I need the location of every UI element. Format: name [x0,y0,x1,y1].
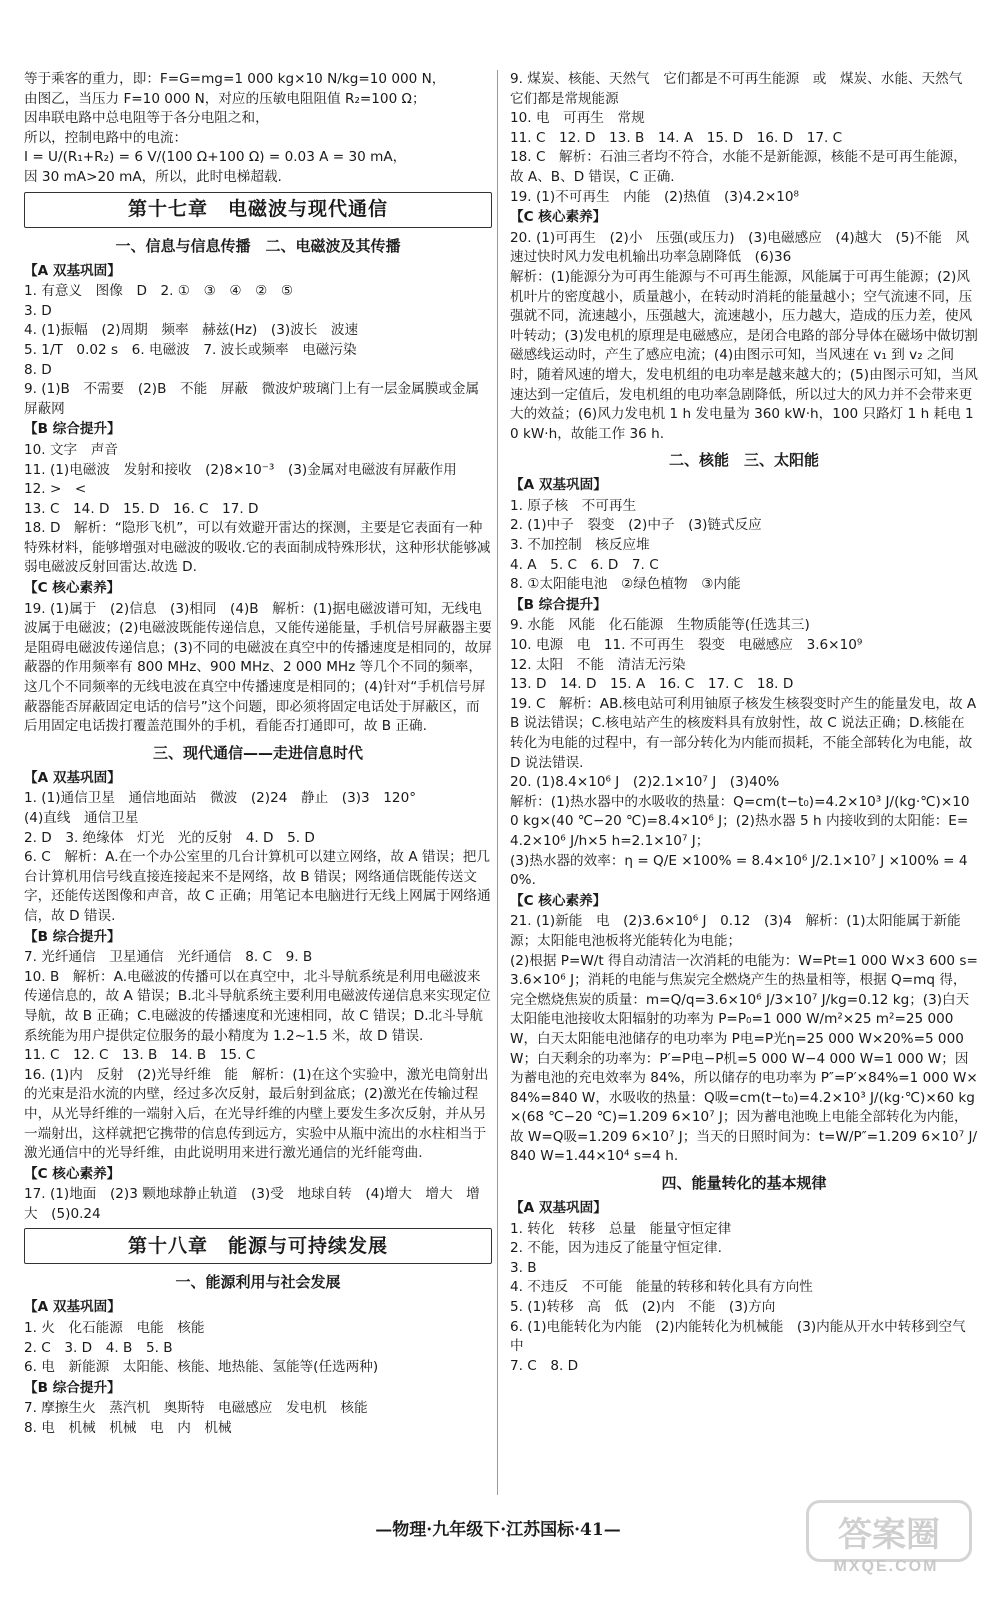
answer-line: 7. 摩擦生火 蒸汽机 奥斯特 电磁感应 发电机 核能 [24,1400,368,1417]
answer-line: 18. D 解析：“隐形飞机”，可以有效避开雷达的探测，主要是它表面有一种特殊材料，能够增强对电磁波的吸收.它的表面制成特殊形状，这种形状能够减弱电磁波反射回雷达.故选 D. [24,520,491,576]
answer-line: (4)直线 通信卫星 [24,810,139,826]
answer-line: 11. (1)电磁波 发射和接收 (2)8×10⁻³ (3)金属对电磁波有屏蔽作用 [24,461,457,478]
section-title: 一、信息与信息传播 二、电磁波及其传播 [115,236,401,255]
answer-line: 19. (1)属于 (2)信息 (3)相同 (4)B 解析：(1)据电磁波谱可知，无线电波属于电磁波；(2)电磁波既能传递信息，又能传递能量，手机信号屏蔽器主要是阻碍电磁波传递信息；(3)不同的电磁波在真空中的传播速度是相同的，故屏蔽器的作用频率有 800 MHz、900 MHz、2 000 MHz 等几个不同的频率，这几个不同频率的无线电波在真空中传播速度是相同的；(4)针对“手机信号屏蔽器能否屏蔽固定电话的信号”这个问题，即必须将固定电话处于屏蔽区，而后用固定电话拨打覆盖范围外的手机，看能否打通即可，故 B 正确. [24,600,492,735]
level-tag: 【B 综合提升】 [24,421,121,438]
answer-line: 19. (1)不可再生 内能 (2)热值 (3)4.2×10⁸ [510,188,799,205]
level-tag: 【A 双基巩固】 [24,262,121,279]
answer-line: 3. 不加控制 核反应堆 [510,537,650,554]
watermark-url: MXQE.COM [833,1558,939,1575]
chapter-title-text: 第十七章 电磁波与现代通信 [127,197,388,220]
answer-line: 5. 1/T 0.02 s 6. 电磁波 7. 波长或频率 电磁污染 [24,341,357,358]
answer-line: 4. 不违反 不可能 能量的转移和转化具有方向性 [510,1279,813,1296]
answer-line: 10. 电源 电 11. 不可再生 裂变 电磁感应 3.6×10⁹ [510,637,863,654]
answer-line: 10. 文字 声音 [24,441,118,458]
answer-line: 8. D [24,361,52,378]
answer-line: 13. C 14. D 15. D 16. C 17. D [24,500,259,517]
answer-line: 7. 光纤通信 卫星通信 光纤通信 8. C 9. B [24,949,313,966]
answer-line: 19. C 解析：AB.核电站可利用铀原子核发生核裂变时产生的能量发电，故 AB 说法错误；C.核电站产生的核废料具有放射性，故 C 说法正确；D.核能在转化为电能的过程中，有一部分转化为内能而损耗，不能全部转化为电能，故 D 说法错误. [510,695,977,771]
answer-line: 4. A 5. C 6. D 7. C [510,556,659,573]
answer-line: 13. D 14. D 15. A 16. C 17. C 18. D [510,676,794,693]
level-tag: 【A 双基巩固】 [24,769,121,786]
level-tag: 【A 双基巩固】 [24,1299,121,1316]
answer-line: (2)根据 P=W/t 得自动清洁一次消耗的电能为：W=Pt=1 000 W×3 600 s=3.6×10⁶ J；消耗的电能与焦炭完全燃烧产生的热量相等，根据 Q=mq 得，完全燃烧焦炭的质量：m=Q/q=3.6×10⁶ J/3×10⁷ J/kg=0.12 kg；(3)白天太阳能电池接收太阳辐射的功率为 P=P₀=1 000 W/m²×25 m²=25 000 W，白天太阳能电池储存的电功率为 P电=P光η=25 000 W×20%=5 000 W；白天剩余的功率为：P′=P电−P机=5 000 W−4 000 W=1 000 W；因为蓄电池的充电效率为 84%，所以储存的电功率为 P″=P′×84%=1 000 W×84%=840 W，水吸收的热量：Q吸=cm(t−t₀)=4.2×10³ J/(kg·℃)×60 kg×(68 ℃−20 ℃)=1.209 6×10⁷ J；因为蓄电池晚上电能全部转化为内能，故 W=Q吸=1.209 6×10⁷ J；当天的日照时间为：t=W/P″=1.209 6×10⁷ J/840 W=1.44×10⁴ s=4 h. [510,952,978,1165]
level-tag: 【B 综合提升】 [510,596,607,613]
chapter-title-text: 第十八章 能源与可持续发展 [127,1234,388,1257]
level-tag: 【A 双基巩固】 [510,1200,607,1217]
answer-line: 8. ①太阳能电池 ②绿色植物 ③内能 [510,576,741,593]
section-title: 三、现代通信——走进信息时代 [152,743,363,762]
answer-line: I = U/(R₁+R₂) = 6 V/(100 Ω+100 Ω) = 0.03 A = 30 mA， [24,149,407,166]
answer-line: 20. (1)可再生 (2)小 压强(或压力) (3)电磁感应 (4)越大 (5)不能 风速过快时风力发电机输出功率急剧降低 (6)36 [510,229,970,266]
answer-line: 3. D [24,302,52,319]
chapter-title [24,192,492,228]
answer-line: 12. > < [24,481,87,498]
answer-line: 20. (1)8.4×10⁶ J (2)2.1×10⁷ J (3)40% [510,774,780,791]
answer-line: 7. C 8. D [510,1357,579,1374]
answer-line: 6. 电 新能源 太阳能、核能、地热能、氢能等(任选两种) [24,1359,379,1376]
answer-line: 11. C 12. D 13. B 14. A 15. D 16. D 17. C [510,129,843,146]
answer-line: 2. (1)中子 裂变 (2)中子 (3)链式反应 [510,517,762,534]
answer-line: 5. (1)转移 高 低 (2)内 不能 (3)方向 [510,1299,776,1316]
answer-line: (3)热水器的效率：η = Q/E ×100% = 8.4×10⁶ J/2.1×10⁷ J ×100% = 40%. [510,852,968,889]
answer-line: 1. (1)通信卫星 通信地面站 微波 (2)24 静止 (3)3 120° [24,790,417,807]
answer-line: 2. D 3. 绝缘体 灯光 光的反射 4. D 5. D [24,829,315,846]
answer-line: 因 30 mA>20 mA，所以，此时电梯超载. [24,168,282,185]
chapter-title [24,1228,492,1264]
answer-line: 1. 转化 转移 总量 能量守恒定律 [510,1220,732,1237]
watermark-logo [806,1500,976,1580]
page-footer: —物理·九年级下·江苏国标·41— [375,1520,621,1540]
answer-line: 8. 电 机械 机械 电 内 机械 [24,1420,232,1437]
answer-line: 6. C 解析：A.在一个办公室里的几台计算机可以建立网络，故 A 错误；把几台计算机用信号线直接连接起来不是网络，故 B 错误；网络通信既能传送文字，还能传送图像和声音，故 C 正确；用笔记本电脑进行无线上网属于网络通信，故 D 错误. [24,849,491,924]
answer-line: 1. 原子核 不可再生 [510,497,637,514]
answer-line: 3. B [510,1259,537,1276]
answer-line: 9. 煤炭、核能、天然气 它们都是不可再生能源 或 煤炭、水能、天然气 它们都是常规能源 [510,71,976,107]
section-title: 一、能源利用与社会发展 [175,1273,341,1292]
answer-line: 12. 太阳 不能 清洁无污染 [510,656,686,673]
left-column [24,70,492,1439]
answer-line: 17. (1)地面 (2)3 颗地球静止轨道 (3)受 地球自转 (4)增大 增大 增大 (5)0.24 [24,1186,480,1222]
section-title: 四、能量转化的基本规律 [661,1174,827,1193]
answer-line: 解析：(1)热水器中的水吸收的热量：Q=cm(t−t₀)=4.2×10³ J/(kg·℃)×100 kg×(40 ℃−20 ℃)=8.4×10⁶ J；(2)热水器 5 h 内接收到的太阳能：E=4.2×10⁶ J/h×5 h=2.1×10⁷ J； [510,793,970,849]
answer-line: 9. (1)B 不需要 (2)B 不能 屏蔽 微波炉玻璃门上有一层金属膜或金属屏蔽网 [24,381,480,417]
answer-line: 16. (1)内 反射 (2)光导纤维 能 解析：(1)在这个实验中，激光电筒射出的光束是沿水流的内壁，经过多次反射，最后射到盆底；(2)激光在传输过程中，从光导纤维的一端射入后，在光导纤维的内壁上要发生多次反射，并从另一端射出，这样就把它携带的信息传到远方，实验中从瓶中流出的水柱相当于激光通信中的光导纤维，由此说明用来进行激光通信的光纤能弯曲. [24,1066,489,1162]
answer-line: 10. 电 可再生 常规 [510,110,645,127]
answer-line: 1. 火 化石能源 电能 核能 [24,1320,205,1337]
level-tag: 【C 核心素养】 [510,892,607,909]
answer-line: 因串联电路中总电阻等于各分电阻之和， [24,110,269,127]
answer-line: 由图乙，当压力 F=10 000 N，对应的压敏电阻阻值 R₂=100 Ω； [24,90,426,107]
level-tag: 【B 综合提升】 [24,928,121,945]
answer-line: 1. 有意义 图像 D 2. ① ③ ④ ② ⑤ [24,283,294,300]
column-divider [497,70,498,1495]
level-tag: 【C 核心素养】 [24,580,121,597]
answer-line: 6. (1)电能转化为内能 (2)内能转化为机械能 (3)内能从开水中转移到空气中 [510,1318,966,1355]
level-tag: 【C 核心素养】 [24,1165,121,1182]
answer-line: 4. (1)振幅 (2)周期 频率 赫兹(Hz) (3)波长 波速 [24,322,359,339]
watermark-badge: 答案圈 [806,1500,972,1562]
answer-line: 等于乘客的重力，即：F=G=mg=1 000 kg×10 N/kg=10 000 N， [24,71,446,87]
level-tag: 【A 双基巩固】 [510,477,607,494]
answer-line: 所以，控制电路中的电流： [24,129,188,146]
answer-line: 21. (1)新能 电 (2)3.6×10⁶ J 0.12 (3)4 解析：(1)太阳能属于新能源；太阳能电池板将光能转化为电能； [510,913,961,949]
answer-line: 解析：(1)能源分为可再生能源与不可再生能源，风能属于可再生能源；(2)风机叶片的密度越小，质量越小，在转动时消耗的能量越小；空气流速不同，压强就不同，流速越小，压强越大，流速越小，压力越大，造成的压力差，使风叶转动；(3)发电机的原理是电磁感应，是闭合电路的部分导体在磁场中做切割磁感线运动时，产生了感应电流；(4)由图示可知，当风速在 v₁ 到 v₂ 之间时，随着风速的增大，发电机组的电功率是越来越大的；(5)由图示可知，当风速达到一定值后，发电机组的电功率急剧降低，所以过大的风力并不会带来更大的效益；(6)风力发电机 1 h 发电量为 360 kW·h，100 只路灯 1 h 耗电 10 kW·h，故能工作 36 h. [510,268,978,442]
answer-line: 11. C 12. C 13. B 14. B 15. C [24,1047,256,1064]
answer-line: 2. 不能，因为违反了能量守恒定律. [510,1240,722,1257]
section-title: 二、核能 三、太阳能 [668,451,819,470]
level-tag: 【C 核心素养】 [510,209,607,226]
right-column [510,70,978,1376]
level-tag: 【B 综合提升】 [24,1379,121,1396]
answer-line: 18. C 解析：石油三者均不符合，水能不是新能源，核能不是可再生能源，故 A、B、D 错误，C 正确. [510,149,967,185]
answer-line: 2. C 3. D 4. B 5. B [24,1339,173,1356]
answer-line: 9. 水能 风能 化石能源 生物质能等(任选其三) [510,617,810,634]
answer-line: 10. B 解析：A.电磁波的传播可以在真空中，北斗导航系统是利用电磁波来传递信息的，故 A 错误；B.北斗导航系统主要利用电磁波传递信息来实现定位导航，故 B 正确；C.电磁波的传播速度和光速相同，故 C 错误；D.北斗导航系统能为用户提供定位服务的最小精度为 1.2~1.5 米，故 D 错误. [24,968,491,1044]
